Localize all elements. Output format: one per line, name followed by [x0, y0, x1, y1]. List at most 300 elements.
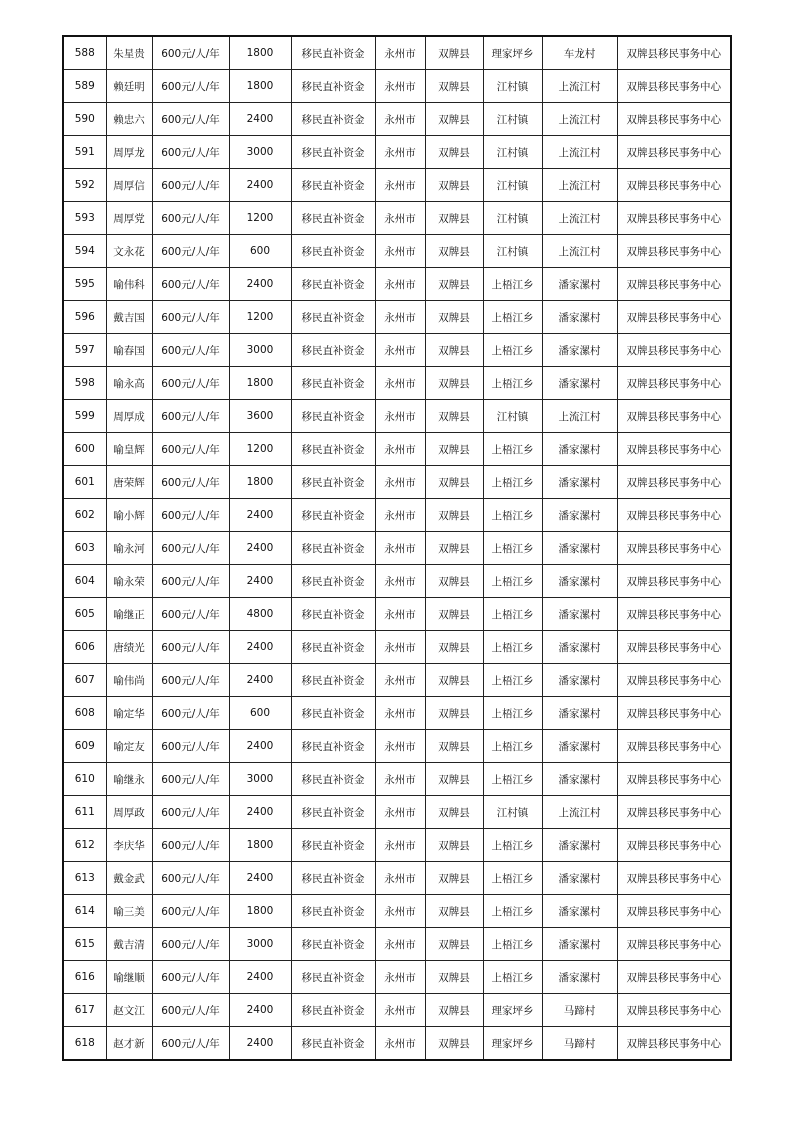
county-cell: 双牌县 [425, 499, 483, 532]
agency-cell: 双牌县移民事务中心 [617, 136, 731, 169]
township-cell: 江村镇 [483, 796, 542, 829]
row-number-cell: 599 [63, 400, 106, 433]
name-cell: 戴吉清 [106, 928, 152, 961]
row-number-cell: 590 [63, 103, 106, 136]
name-cell: 赵才新 [106, 1027, 152, 1061]
fund-type-cell: 移民直补资金 [291, 961, 375, 994]
county-cell: 双牌县 [425, 1027, 483, 1061]
table-row [63, 829, 731, 862]
township-cell: 上梧江乡 [483, 961, 542, 994]
agency-cell: 双牌县移民事务中心 [617, 697, 731, 730]
agency-cell: 双牌县移民事务中心 [617, 961, 731, 994]
amount-cell: 4800 [229, 598, 291, 631]
name-cell: 喻永河 [106, 532, 152, 565]
table-row [63, 730, 731, 763]
village-cell: 潘家漯村 [542, 631, 617, 664]
standard-cell: 600元/人/年 [152, 70, 229, 103]
fund-type-cell: 移民直补资金 [291, 730, 375, 763]
name-cell: 周厚信 [106, 169, 152, 202]
table-row [63, 466, 731, 499]
city-cell: 永州市 [375, 202, 425, 235]
city-cell: 永州市 [375, 268, 425, 301]
name-cell: 喻定华 [106, 697, 152, 730]
county-cell: 双牌县 [425, 763, 483, 796]
amount-cell: 1200 [229, 301, 291, 334]
amount-cell: 2400 [229, 664, 291, 697]
county-cell: 双牌县 [425, 235, 483, 268]
table-row [63, 763, 731, 796]
township-cell: 上梧江乡 [483, 268, 542, 301]
amount-cell: 3000 [229, 763, 291, 796]
county-cell: 双牌县 [425, 433, 483, 466]
fund-type-cell: 移民直补资金 [291, 235, 375, 268]
amount-cell: 1800 [229, 36, 291, 70]
village-cell: 潘家漯村 [542, 532, 617, 565]
city-cell: 永州市 [375, 433, 425, 466]
county-cell: 双牌县 [425, 268, 483, 301]
village-cell: 潘家漯村 [542, 697, 617, 730]
table-row [63, 334, 731, 367]
township-cell: 江村镇 [483, 202, 542, 235]
amount-cell: 2400 [229, 994, 291, 1027]
agency-cell: 双牌县移民事务中心 [617, 994, 731, 1027]
amount-cell: 1800 [229, 895, 291, 928]
agency-cell: 双牌县移民事务中心 [617, 36, 731, 70]
amount-cell: 2400 [229, 1027, 291, 1061]
standard-cell: 600元/人/年 [152, 169, 229, 202]
township-cell: 上梧江乡 [483, 565, 542, 598]
village-cell: 潘家漯村 [542, 730, 617, 763]
agency-cell: 双牌县移民事务中心 [617, 598, 731, 631]
village-cell: 潘家漯村 [542, 664, 617, 697]
fund-type-cell: 移民直补资金 [291, 697, 375, 730]
fund-type-cell: 移民直补资金 [291, 631, 375, 664]
county-cell: 双牌县 [425, 334, 483, 367]
amount-cell: 2400 [229, 631, 291, 664]
agency-cell: 双牌县移民事务中心 [617, 367, 731, 400]
village-cell: 潘家漯村 [542, 895, 617, 928]
village-cell: 上流江村 [542, 235, 617, 268]
city-cell: 永州市 [375, 499, 425, 532]
name-cell: 周厚党 [106, 202, 152, 235]
name-cell: 周厚政 [106, 796, 152, 829]
township-cell: 上梧江乡 [483, 862, 542, 895]
row-number-cell: 598 [63, 367, 106, 400]
city-cell: 永州市 [375, 994, 425, 1027]
township-cell: 江村镇 [483, 136, 542, 169]
fund-type-cell: 移民直补资金 [291, 598, 375, 631]
name-cell: 赖廷明 [106, 70, 152, 103]
name-cell: 喻伟尚 [106, 664, 152, 697]
fund-type-cell: 移民直补资金 [291, 103, 375, 136]
table-row [63, 565, 731, 598]
row-number-cell: 589 [63, 70, 106, 103]
agency-cell: 双牌县移民事务中心 [617, 895, 731, 928]
township-cell: 江村镇 [483, 70, 542, 103]
name-cell: 李庆华 [106, 829, 152, 862]
city-cell: 永州市 [375, 235, 425, 268]
agency-cell: 双牌县移民事务中心 [617, 334, 731, 367]
row-number-cell: 592 [63, 169, 106, 202]
village-cell: 潘家漯村 [542, 433, 617, 466]
county-cell: 双牌县 [425, 829, 483, 862]
table-row [63, 928, 731, 961]
name-cell: 喻皇辉 [106, 433, 152, 466]
standard-cell: 600元/人/年 [152, 697, 229, 730]
agency-cell: 双牌县移民事务中心 [617, 1027, 731, 1061]
standard-cell: 600元/人/年 [152, 895, 229, 928]
village-cell: 马蹄村 [542, 994, 617, 1027]
amount-cell: 3000 [229, 136, 291, 169]
fund-type-cell: 移民直补资金 [291, 499, 375, 532]
row-number-cell: 616 [63, 961, 106, 994]
city-cell: 永州市 [375, 169, 425, 202]
township-cell: 上梧江乡 [483, 598, 542, 631]
fund-type-cell: 移民直补资金 [291, 466, 375, 499]
city-cell: 永州市 [375, 631, 425, 664]
row-number-cell: 607 [63, 664, 106, 697]
amount-cell: 600 [229, 697, 291, 730]
agency-cell: 双牌县移民事务中心 [617, 268, 731, 301]
county-cell: 双牌县 [425, 796, 483, 829]
agency-cell: 双牌县移民事务中心 [617, 169, 731, 202]
standard-cell: 600元/人/年 [152, 862, 229, 895]
standard-cell: 600元/人/年 [152, 730, 229, 763]
table-row [63, 367, 731, 400]
city-cell: 永州市 [375, 400, 425, 433]
city-cell: 永州市 [375, 367, 425, 400]
standard-cell: 600元/人/年 [152, 829, 229, 862]
city-cell: 永州市 [375, 928, 425, 961]
agency-cell: 双牌县移民事务中心 [617, 70, 731, 103]
table-row [63, 532, 731, 565]
village-cell: 潘家漯村 [542, 961, 617, 994]
row-number-cell: 611 [63, 796, 106, 829]
table-row [63, 433, 731, 466]
fund-type-cell: 移民直补资金 [291, 334, 375, 367]
city-cell: 永州市 [375, 136, 425, 169]
name-cell: 喻永荣 [106, 565, 152, 598]
township-cell: 上梧江乡 [483, 367, 542, 400]
row-number-cell: 618 [63, 1027, 106, 1061]
standard-cell: 600元/人/年 [152, 301, 229, 334]
county-cell: 双牌县 [425, 301, 483, 334]
standard-cell: 600元/人/年 [152, 268, 229, 301]
village-cell: 潘家漯村 [542, 499, 617, 532]
standard-cell: 600元/人/年 [152, 994, 229, 1027]
amount-cell: 1800 [229, 70, 291, 103]
city-cell: 永州市 [375, 598, 425, 631]
city-cell: 永州市 [375, 829, 425, 862]
amount-cell: 2400 [229, 961, 291, 994]
village-cell: 车龙村 [542, 36, 617, 70]
city-cell: 永州市 [375, 763, 425, 796]
table-row [63, 301, 731, 334]
agency-cell: 双牌县移民事务中心 [617, 466, 731, 499]
city-cell: 永州市 [375, 664, 425, 697]
agency-cell: 双牌县移民事务中心 [617, 631, 731, 664]
county-cell: 双牌县 [425, 466, 483, 499]
city-cell: 永州市 [375, 796, 425, 829]
amount-cell: 2400 [229, 730, 291, 763]
county-cell: 双牌县 [425, 70, 483, 103]
township-cell: 江村镇 [483, 103, 542, 136]
name-cell: 喻小辉 [106, 499, 152, 532]
table-row [63, 697, 731, 730]
township-cell: 上梧江乡 [483, 763, 542, 796]
village-cell: 上流江村 [542, 70, 617, 103]
city-cell: 永州市 [375, 862, 425, 895]
township-cell: 上梧江乡 [483, 697, 542, 730]
fund-type-cell: 移民直补资金 [291, 70, 375, 103]
row-number-cell: 595 [63, 268, 106, 301]
name-cell: 戴吉国 [106, 301, 152, 334]
fund-type-cell: 移民直补资金 [291, 169, 375, 202]
standard-cell: 600元/人/年 [152, 36, 229, 70]
name-cell: 朱星贵 [106, 36, 152, 70]
village-cell: 上流江村 [542, 796, 617, 829]
table-row [63, 103, 731, 136]
standard-cell: 600元/人/年 [152, 763, 229, 796]
fund-type-cell: 移民直补资金 [291, 994, 375, 1027]
township-cell: 理家坪乡 [483, 36, 542, 70]
amount-cell: 2400 [229, 499, 291, 532]
name-cell: 赵文江 [106, 994, 152, 1027]
village-cell: 上流江村 [542, 400, 617, 433]
table-row [63, 400, 731, 433]
table-row [63, 664, 731, 697]
agency-cell: 双牌县移民事务中心 [617, 928, 731, 961]
township-cell: 上梧江乡 [483, 730, 542, 763]
table-body [63, 36, 731, 1060]
table-row [63, 136, 731, 169]
agency-cell: 双牌县移民事务中心 [617, 730, 731, 763]
agency-cell: 双牌县移民事务中心 [617, 400, 731, 433]
table-row [63, 202, 731, 235]
row-number-cell: 597 [63, 334, 106, 367]
table-row [63, 961, 731, 994]
row-number-cell: 608 [63, 697, 106, 730]
township-cell: 上梧江乡 [483, 433, 542, 466]
village-cell: 潘家漯村 [542, 862, 617, 895]
amount-cell: 2400 [229, 565, 291, 598]
county-cell: 双牌县 [425, 202, 483, 235]
fund-type-cell: 移民直补资金 [291, 532, 375, 565]
fund-type-cell: 移民直补资金 [291, 367, 375, 400]
township-cell: 上梧江乡 [483, 664, 542, 697]
standard-cell: 600元/人/年 [152, 103, 229, 136]
row-number-cell: 594 [63, 235, 106, 268]
name-cell: 周厚龙 [106, 136, 152, 169]
table-row [63, 994, 731, 1027]
county-cell: 双牌县 [425, 367, 483, 400]
city-cell: 永州市 [375, 730, 425, 763]
fund-type-cell: 移民直补资金 [291, 268, 375, 301]
name-cell: 唐绩光 [106, 631, 152, 664]
township-cell: 上梧江乡 [483, 631, 542, 664]
data-table [62, 35, 732, 1061]
city-cell: 永州市 [375, 466, 425, 499]
city-cell: 永州市 [375, 532, 425, 565]
city-cell: 永州市 [375, 565, 425, 598]
standard-cell: 600元/人/年 [152, 796, 229, 829]
standard-cell: 600元/人/年 [152, 202, 229, 235]
agency-cell: 双牌县移民事务中心 [617, 532, 731, 565]
village-cell: 潘家漯村 [542, 829, 617, 862]
county-cell: 双牌县 [425, 664, 483, 697]
amount-cell: 3600 [229, 400, 291, 433]
village-cell: 上流江村 [542, 103, 617, 136]
fund-type-cell: 移民直补资金 [291, 1027, 375, 1061]
fund-type-cell: 移民直补资金 [291, 862, 375, 895]
amount-cell: 2400 [229, 268, 291, 301]
table-row [63, 499, 731, 532]
row-number-cell: 603 [63, 532, 106, 565]
name-cell: 喻三美 [106, 895, 152, 928]
name-cell: 唐荣辉 [106, 466, 152, 499]
county-cell: 双牌县 [425, 697, 483, 730]
table-row [63, 796, 731, 829]
city-cell: 永州市 [375, 334, 425, 367]
fund-type-cell: 移民直补资金 [291, 829, 375, 862]
standard-cell: 600元/人/年 [152, 136, 229, 169]
fund-type-cell: 移民直补资金 [291, 763, 375, 796]
agency-cell: 双牌县移民事务中心 [617, 103, 731, 136]
row-number-cell: 593 [63, 202, 106, 235]
township-cell: 理家坪乡 [483, 994, 542, 1027]
county-cell: 双牌县 [425, 895, 483, 928]
agency-cell: 双牌县移民事务中心 [617, 433, 731, 466]
township-cell: 上梧江乡 [483, 301, 542, 334]
city-cell: 永州市 [375, 301, 425, 334]
row-number-cell: 606 [63, 631, 106, 664]
agency-cell: 双牌县移民事务中心 [617, 763, 731, 796]
agency-cell: 双牌县移民事务中心 [617, 235, 731, 268]
amount-cell: 2400 [229, 169, 291, 202]
fund-type-cell: 移民直补资金 [291, 433, 375, 466]
row-number-cell: 612 [63, 829, 106, 862]
row-number-cell: 604 [63, 565, 106, 598]
name-cell: 喻永高 [106, 367, 152, 400]
village-cell: 潘家漯村 [542, 928, 617, 961]
township-cell: 上梧江乡 [483, 499, 542, 532]
standard-cell: 600元/人/年 [152, 466, 229, 499]
row-number-cell: 591 [63, 136, 106, 169]
row-number-cell: 600 [63, 433, 106, 466]
table-row [63, 268, 731, 301]
township-cell: 上梧江乡 [483, 829, 542, 862]
county-cell: 双牌县 [425, 36, 483, 70]
county-cell: 双牌县 [425, 400, 483, 433]
county-cell: 双牌县 [425, 532, 483, 565]
agency-cell: 双牌县移民事务中心 [617, 565, 731, 598]
table-row [63, 1027, 731, 1061]
village-cell: 潘家漯村 [542, 334, 617, 367]
name-cell: 喻春国 [106, 334, 152, 367]
name-cell: 戴金武 [106, 862, 152, 895]
row-number-cell: 613 [63, 862, 106, 895]
name-cell: 喻继正 [106, 598, 152, 631]
township-cell: 上梧江乡 [483, 895, 542, 928]
agency-cell: 双牌县移民事务中心 [617, 829, 731, 862]
table-row [63, 36, 731, 70]
fund-type-cell: 移民直补资金 [291, 928, 375, 961]
fund-type-cell: 移民直补资金 [291, 202, 375, 235]
village-cell: 潘家漯村 [542, 598, 617, 631]
fund-type-cell: 移民直补资金 [291, 565, 375, 598]
township-cell: 上梧江乡 [483, 532, 542, 565]
village-cell: 潘家漯村 [542, 301, 617, 334]
county-cell: 双牌县 [425, 631, 483, 664]
standard-cell: 600元/人/年 [152, 565, 229, 598]
amount-cell: 2400 [229, 532, 291, 565]
standard-cell: 600元/人/年 [152, 631, 229, 664]
standard-cell: 600元/人/年 [152, 235, 229, 268]
standard-cell: 600元/人/年 [152, 664, 229, 697]
row-number-cell: 605 [63, 598, 106, 631]
agency-cell: 双牌县移民事务中心 [617, 862, 731, 895]
fund-type-cell: 移民直补资金 [291, 36, 375, 70]
fund-type-cell: 移民直补资金 [291, 400, 375, 433]
table-row [63, 862, 731, 895]
fund-type-cell: 移民直补资金 [291, 301, 375, 334]
row-number-cell: 617 [63, 994, 106, 1027]
county-cell: 双牌县 [425, 928, 483, 961]
row-number-cell: 609 [63, 730, 106, 763]
row-number-cell: 596 [63, 301, 106, 334]
standard-cell: 600元/人/年 [152, 928, 229, 961]
village-cell: 潘家漯村 [542, 268, 617, 301]
row-number-cell: 610 [63, 763, 106, 796]
city-cell: 永州市 [375, 895, 425, 928]
city-cell: 永州市 [375, 36, 425, 70]
village-cell: 潘家漯村 [542, 367, 617, 400]
amount-cell: 2400 [229, 862, 291, 895]
name-cell: 周厚成 [106, 400, 152, 433]
village-cell: 潘家漯村 [542, 466, 617, 499]
agency-cell: 双牌县移民事务中心 [617, 202, 731, 235]
city-cell: 永州市 [375, 1027, 425, 1061]
table-row [63, 631, 731, 664]
village-cell: 上流江村 [542, 169, 617, 202]
standard-cell: 600元/人/年 [152, 532, 229, 565]
amount-cell: 1800 [229, 829, 291, 862]
row-number-cell: 601 [63, 466, 106, 499]
row-number-cell: 615 [63, 928, 106, 961]
table-row [63, 598, 731, 631]
agency-cell: 双牌县移民事务中心 [617, 301, 731, 334]
table-row [63, 235, 731, 268]
township-cell: 上梧江乡 [483, 928, 542, 961]
township-cell: 江村镇 [483, 235, 542, 268]
county-cell: 双牌县 [425, 169, 483, 202]
county-cell: 双牌县 [425, 136, 483, 169]
township-cell: 理家坪乡 [483, 1027, 542, 1061]
amount-cell: 3000 [229, 928, 291, 961]
fund-type-cell: 移民直补资金 [291, 796, 375, 829]
agency-cell: 双牌县移民事务中心 [617, 664, 731, 697]
row-number-cell: 614 [63, 895, 106, 928]
standard-cell: 600元/人/年 [152, 499, 229, 532]
standard-cell: 600元/人/年 [152, 1027, 229, 1061]
county-cell: 双牌县 [425, 565, 483, 598]
name-cell: 喻定友 [106, 730, 152, 763]
fund-type-cell: 移民直补资金 [291, 664, 375, 697]
amount-cell: 600 [229, 235, 291, 268]
city-cell: 永州市 [375, 70, 425, 103]
amount-cell: 1200 [229, 202, 291, 235]
name-cell: 喻继顺 [106, 961, 152, 994]
